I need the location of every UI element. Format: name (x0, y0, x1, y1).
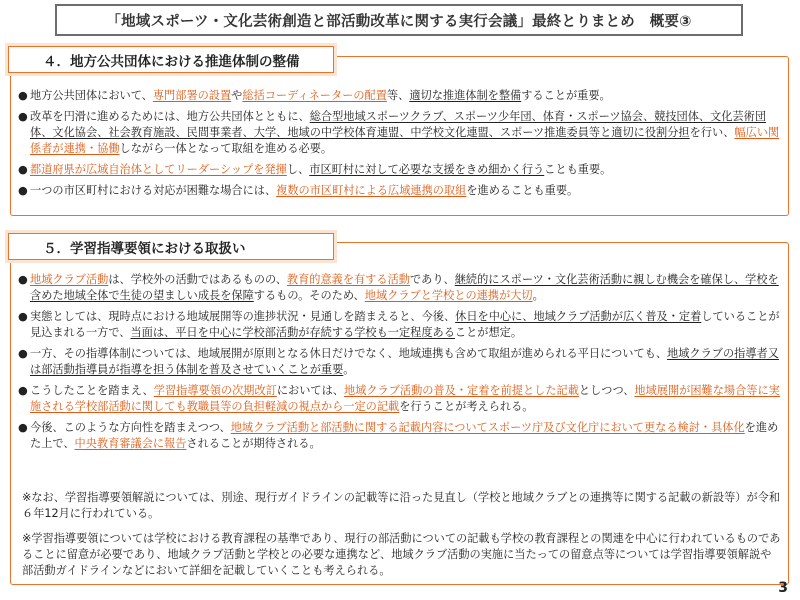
body-text: するもの。そのため、 (253, 289, 365, 302)
bullet-item (18, 109, 782, 157)
note-curriculum-standard: ※学習指導要領については学校における教育課程の基準であり、現行の部活動についての記載も学校の教育課程との関連を中心に行われているものであることに留意が必要であり、地域クラブ活動と学校との必要な連携など、地域クラブ活動の実施に当たっての留意点等については学習指導要領解説や部活動ガイドラインなどにおいて詳細を記載していくことも考えられる。 (22, 532, 781, 577)
body-text: されることが期待される。 (186, 437, 321, 450)
bullet-dot-icon: ● (18, 163, 28, 176)
body-text: 。 (532, 289, 544, 302)
underlined-text: 継続的にスポーツ・文化芸術活動に親しむ機会を確保し、学校を含めた地域全体で生徒の望ましい成長を保障 (30, 273, 779, 302)
bullet-dot-icon: ● (18, 347, 28, 360)
bullet-item (18, 309, 782, 341)
highlight-text: 学習指導要領の次期改訂 (153, 384, 277, 397)
underlined-text: 市区町村に対して必要な支援をきめ細かく行う (309, 163, 545, 176)
body-text: しながら一体となって取組を進める必要。 (119, 142, 333, 155)
highlight-text: 教育的意義を有する活動 (286, 273, 410, 286)
bullet-item (18, 88, 782, 104)
bullet-dot-icon: ● (18, 110, 28, 123)
body-text: することが重要。 (521, 89, 611, 102)
bullet-dot-icon: ● (18, 384, 28, 397)
body-text: 。 (343, 363, 355, 376)
page-number: 3 (778, 580, 788, 596)
body-text: を行うことが考えられる。 (399, 400, 534, 413)
body-text: 一つの市区町村における対応が困難な場合には、 (30, 184, 277, 197)
highlight-text: 地域クラブ活動 (30, 273, 109, 286)
body-text: 等、 (386, 89, 410, 102)
highlight-text: 地域クラブ活動と部活動に関する記載内容についてスポーツ庁及び文化庁において更なる検討・具体化 (230, 421, 745, 434)
highlight-text: 地域展開が困難な場合等に実施される学校部活動に関しても教職員等の負担軽減の視点から一定の記載 (30, 384, 780, 413)
bullet-item (18, 272, 782, 304)
bullet-item (18, 183, 782, 199)
body-text: 実態としては、現時点における地域展開等の進捗状況・見通しを踏まえると、今後、 (30, 310, 456, 323)
section-5-list (18, 272, 782, 457)
highlight-text: 複数の市区町村による広域連携の取組 (276, 184, 467, 197)
body-text: ことも重要。 (544, 163, 612, 176)
section-4-heading: ４．地方公共団体における推進体制の整備 (8, 46, 334, 73)
underlined-text: 適切な推進体制を整備 (409, 89, 522, 102)
note-guideline-revision: ※なお、学習指導要領解説については、別途、現行ガイドラインの記載等に沿った見直し（学校と地域クラブとの連携等に関する記載の新設等）が令和６年12月に行われている。 (22, 491, 781, 520)
body-text: 今後、このような方向性を踏まえつつ、 (30, 421, 231, 434)
body-text: こうしたことを踏まえ、 (30, 384, 154, 397)
bullet-dot-icon: ● (18, 89, 28, 102)
body-text: 改革を円滑に進めるためには、地方公共団体とともに、 (30, 110, 310, 123)
highlight-text: 専門部署の設置 (152, 89, 232, 102)
underlined-text: 当面は、平日を中心に学校部活動が存続する学校も一定程度ある (130, 326, 455, 339)
section-4-list (18, 88, 782, 204)
highlight-text: 都道府県が広域自治体としてリーダーシップを発揮 (30, 163, 287, 176)
body-text: を進めることも重要。 (466, 184, 579, 197)
body-text: は、学校外の活動ではあるものの、 (108, 273, 287, 286)
body-text: 一方、その指導体制については、地域展開が原則となる休日だけでなく、地域連携も含めて取組が進められる平日についても、 (30, 347, 668, 360)
body-text: を行い、 (689, 126, 735, 139)
highlight-text: 地域クラブと学校との連携が大切 (364, 289, 533, 302)
body-text: を進めた上で、 (30, 421, 779, 450)
page-title: 「地域スポーツ・文化芸術創造と部活動改革に関する実行会議」最終とりまとめ 概要③ (55, 4, 743, 36)
body-text: ことが想定。 (454, 326, 523, 339)
bullet-dot-icon: ● (18, 184, 28, 197)
bullet-dot-icon: ● (18, 421, 28, 434)
bullet-item (18, 162, 782, 178)
highlight-text: 幅広い関係者が連携・協働 (30, 126, 780, 155)
underlined-text: 地域クラブの指導者又は部活動指導員が指導を担う体制を普及させていくことが重要 (30, 347, 779, 376)
bullet-item (18, 346, 782, 378)
body-text: し、 (286, 163, 310, 176)
body-text: していることが見込まれる一方で、 (30, 310, 780, 339)
body-text: においては、 (276, 384, 344, 397)
bullet-dot-icon: ● (18, 310, 28, 323)
section-5-heading: ５．学習指導要領における取扱い (8, 233, 334, 260)
bullet-item (18, 383, 782, 415)
underlined-text: 総合型地域スポーツクラブ、スポーツ少年団、体育・スポーツ協会、競技団体、文化芸術団体、文化協会、社会教育施設、民間事業者、大学、地域の中学校体育連盟、中学校文化連盟、スポーツ推進委員等と適切に役割分担 (30, 110, 767, 139)
body-text: であり、 (409, 273, 455, 286)
bullet-item (18, 420, 782, 452)
highlight-text: 地域クラブ活動の普及・定着を前提とした記載 (343, 384, 579, 397)
body-text: 地方公共団体において、 (30, 89, 153, 102)
body-text: としつつ、 (578, 384, 635, 397)
underlined-text: 休日を中心に、地域クラブ活動が広く普及・定着 (455, 310, 702, 323)
highlight-text: 中央教育審議会に報告 (74, 437, 187, 450)
body-text: や (231, 89, 243, 102)
bullet-dot-icon: ● (18, 273, 28, 286)
highlight-text: 総括コーディネーターの配置 (242, 89, 387, 102)
